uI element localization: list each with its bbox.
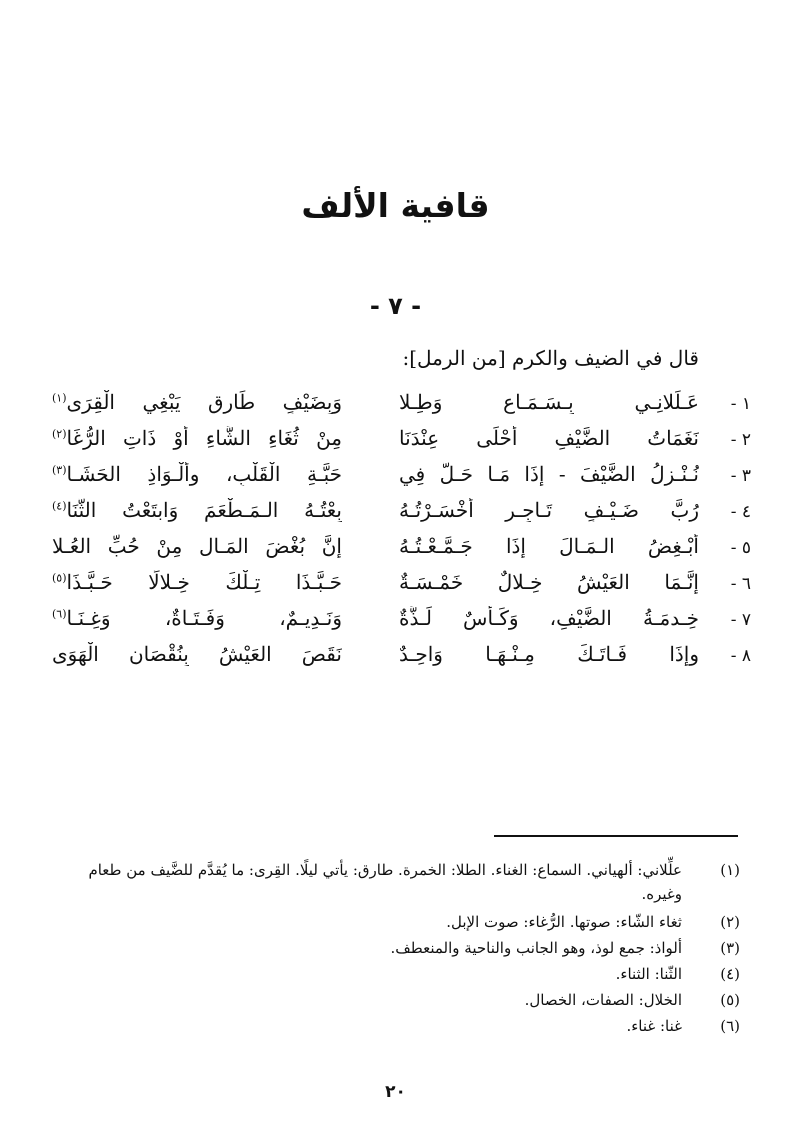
verse-first-hemistich: إِنَّـمَا العَيْشُ خِـلالٌ خَمْـسَـةٌ	[399, 570, 699, 594]
footnote-number: (٤)	[720, 965, 740, 983]
verse-number: ٦ -	[730, 574, 751, 594]
verse-number: ٢ -	[730, 430, 751, 450]
verse	[0, 498, 791, 534]
footnote-number: (٦)	[720, 1017, 740, 1035]
footnote-text: علِّلاني: ألهياني. السماع: الغناء. الطلا: الخمرة. طارق: يأتي ليلًا. القِرى: ما يُقدَّم للضَّيف من طعام وغيره.	[88, 861, 682, 903]
verse-second-hemistich	[52, 390, 342, 414]
footnote-number: (٢)	[720, 913, 740, 931]
footnote-reference: (٣)	[52, 463, 67, 477]
verse-second-hemistich	[52, 570, 342, 594]
verse-text: حَـبَّـذَا تِـلْكَ خِـلالًا حَـبَّـذَا	[66, 570, 342, 594]
verse-second-hemistich	[52, 642, 342, 666]
verse-second-hemistich	[52, 534, 342, 558]
verse-number: ١ -	[730, 394, 751, 414]
footnote-text: ألواذ: جمع لوذ، وهو الجانب والناحية والمنعطف.	[390, 939, 682, 957]
verse	[0, 606, 791, 642]
footnote-text: الخلال: الصفات، الخصال.	[524, 991, 682, 1009]
verse-first-hemistich: نَغَمَاتُ الضَّيْفِ أَحْلَى عِنْدَنَا	[399, 426, 699, 450]
footnote-number: (٥)	[720, 991, 740, 1009]
verse	[0, 426, 791, 462]
footnote-reference: (٦)	[52, 607, 67, 621]
verse-text: حَبَّـةِ الْقَلْبِ، وأَلْـوَاذِ الحَشَـا	[66, 462, 342, 486]
footnote-reference: (٥)	[52, 571, 67, 585]
footnote	[50, 988, 740, 1012]
verse-first-hemistich: رُبَّ ضَـيْـفٍ تَـاجِـرٍ أَخْسَـرْتُـهُ	[399, 498, 699, 522]
verse-text: وَنَـدِيـمٌ، وَفَـتَـاةٌ، وَغِـنَـا	[66, 606, 342, 630]
verse-second-hemistich	[52, 498, 342, 522]
verse	[0, 642, 791, 678]
verse-text: نَقَصَ العَيْشُ بِنُقْصَانِ الْهَوَى	[52, 642, 342, 666]
verse	[0, 534, 791, 570]
chapter-title: قافية الألف	[301, 186, 490, 225]
verse-second-hemistich	[52, 426, 342, 450]
footnote-text: ثغاء الشّاء: صوتها. الرُّغاء: صوت الإبل.	[446, 913, 682, 931]
footnote	[50, 858, 740, 906]
verse	[0, 570, 791, 606]
verse-number: ٨ -	[730, 646, 751, 666]
verse-text: إِنَّ بُغْضَ المَـالِ مِنْ حُبِّ العُـلا	[52, 534, 342, 558]
verse-number: ٥ -	[730, 538, 751, 558]
footnote-reference: (١)	[52, 391, 67, 405]
verse-first-hemistich: أُبْـغِضُ الـمَـالَ إِذَا جَـمَّـعْـتُـهُ	[399, 534, 699, 558]
verse-number: ٣ -	[730, 466, 751, 486]
footnote-text: غنا: غناء.	[626, 1017, 682, 1035]
footnote	[50, 936, 740, 960]
verse-second-hemistich	[52, 606, 342, 630]
footnote	[50, 910, 740, 934]
verse	[0, 462, 791, 498]
verse-first-hemistich: عَـلِّلانِـي بِـسَـمَـاعٍ وَطِـلا	[399, 390, 699, 414]
page-number: ٢٠	[385, 1082, 406, 1102]
footnote	[50, 1014, 740, 1038]
footnote-reference: (٢)	[52, 427, 67, 441]
footnote-reference: (٤)	[52, 499, 67, 513]
verse	[0, 390, 791, 426]
verse-text: مِنْ ثُغَاءِ الشَّاءِ أَوْ ذَاتِ الرُّغَا	[66, 426, 342, 450]
poem-intro: قال في الضيف والكرم [من الرمل]:	[402, 346, 699, 370]
verse-first-hemistich: نُـنْـزِلُ الضَّيْفَ - إِذَا مَـا حَـلَّ فِي	[399, 462, 699, 486]
verse-number: ٧ -	[730, 610, 751, 630]
footnote-text: الثّنا: الثناء.	[615, 965, 682, 983]
footnote-separator	[494, 835, 738, 837]
footnote-number: (٣)	[720, 939, 740, 957]
footnote	[50, 962, 740, 986]
footnote-number: (١)	[720, 861, 740, 879]
verse-first-hemistich: خِـدمَـةُ الضَّيْفِ، وَكَـأْسٌ لَـذَّةٌ	[399, 606, 699, 630]
poem-number: - ٧ -	[369, 292, 422, 320]
verse-first-hemistich: وإذَا فَـاتَـكَ مِـنْـهَـا وَاحِـدٌ	[399, 642, 699, 666]
verse-second-hemistich	[52, 462, 342, 486]
verse-number: ٤ -	[730, 502, 751, 522]
verse-text: بِعْتُـهُ الـمَـطْعَمَ وَابتَعْتُ الثَّنَا	[66, 498, 342, 522]
verse-text: وَبِضَيْفٍ طَارِقٍ يَبْغِي الْقِرَى	[66, 390, 342, 414]
